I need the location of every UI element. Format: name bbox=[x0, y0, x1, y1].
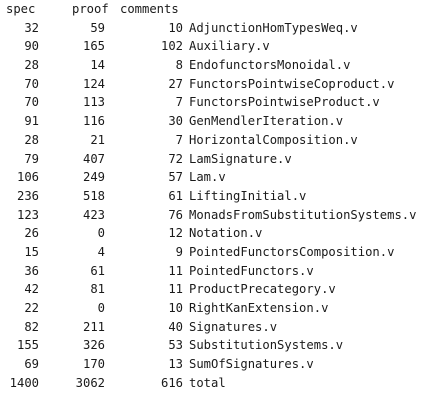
spec-count: 70 bbox=[24, 76, 39, 91]
file-name: AdjunctionHomTypesWeq.v bbox=[189, 20, 358, 35]
file-name: PointedFunctors.v bbox=[189, 263, 314, 278]
spec-count: 91 bbox=[24, 114, 39, 129]
header-comments: comments bbox=[120, 2, 179, 16]
file-name: FunctorsPointwiseCoproduct.v bbox=[189, 76, 395, 91]
stats-rows bbox=[0, 19, 431, 393]
file-name: ProductPrecategory.v bbox=[189, 282, 336, 297]
file-row bbox=[0, 150, 431, 169]
comments-count: 72 bbox=[168, 151, 183, 166]
comments-count: 11 bbox=[168, 282, 183, 297]
proof-count: 116 bbox=[82, 114, 105, 129]
spec-count: 36 bbox=[24, 263, 39, 278]
comments-count: 10 bbox=[168, 20, 183, 35]
comments-count: 40 bbox=[168, 319, 183, 334]
file-name: LamSignature.v bbox=[189, 151, 292, 166]
proof-count: 4 bbox=[97, 244, 105, 259]
proof-count: 59 bbox=[90, 20, 105, 35]
file-name: MonadsFromSubstitutionSystems.v bbox=[189, 207, 417, 222]
proof-count: 113 bbox=[82, 95, 105, 110]
comments-count: 8 bbox=[175, 58, 183, 73]
file-row bbox=[0, 262, 431, 281]
file-name: SubstitutionSystems.v bbox=[189, 338, 344, 353]
file-row bbox=[0, 112, 431, 131]
comments-count: 11 bbox=[168, 263, 183, 278]
comments-count: 7 bbox=[175, 95, 183, 110]
comments-count: 27 bbox=[168, 76, 183, 91]
file-row bbox=[0, 336, 431, 355]
comments-count: 10 bbox=[168, 301, 183, 315]
file-row bbox=[0, 206, 431, 225]
spec-count: 236 bbox=[16, 188, 39, 203]
comments-count: 102 bbox=[160, 39, 183, 54]
spec-count: 26 bbox=[24, 226, 39, 241]
comments-count: 13 bbox=[168, 357, 183, 372]
file-row bbox=[0, 243, 431, 262]
spec-count: 155 bbox=[16, 338, 39, 353]
comments-count: 9 bbox=[175, 244, 183, 259]
file-row bbox=[0, 75, 431, 94]
proof-count: 21 bbox=[90, 132, 105, 147]
header-proof: proof bbox=[72, 2, 109, 16]
spec-count: 79 bbox=[24, 151, 39, 166]
spec-count: 123 bbox=[16, 207, 39, 222]
file-row bbox=[0, 56, 431, 75]
spec-count: 42 bbox=[24, 282, 39, 297]
proof-count: 0 bbox=[97, 226, 105, 241]
spec-count: 28 bbox=[24, 58, 39, 73]
file-name: Notation.v bbox=[189, 226, 263, 241]
spec-count: 69 bbox=[24, 357, 39, 372]
file-name: Lam.v bbox=[189, 170, 226, 185]
file-name: EndofunctorsMonoidal.v bbox=[189, 58, 351, 73]
file-row bbox=[0, 131, 431, 150]
file-name: HorizontalComposition.v bbox=[189, 132, 358, 147]
file-name: SumOfSignatures.v bbox=[189, 357, 314, 372]
proof-count: 124 bbox=[82, 76, 105, 91]
proof-count: 81 bbox=[90, 282, 105, 297]
file-row bbox=[0, 318, 431, 337]
file-name: total bbox=[189, 375, 226, 390]
comments-count: 30 bbox=[168, 114, 183, 129]
proof-count: 3062 bbox=[75, 375, 105, 390]
proof-count: 0 bbox=[97, 301, 105, 315]
file-row bbox=[0, 168, 431, 187]
file-row bbox=[0, 187, 431, 206]
comments-count: 616 bbox=[160, 375, 183, 390]
proof-count: 407 bbox=[82, 151, 105, 166]
file-row bbox=[0, 280, 431, 299]
file-row bbox=[0, 37, 431, 56]
proof-count: 249 bbox=[82, 170, 105, 185]
comments-count: 53 bbox=[168, 338, 183, 353]
spec-count: 15 bbox=[24, 244, 39, 259]
file-row bbox=[0, 299, 431, 318]
file-name: RightKanExtension.v bbox=[189, 301, 329, 315]
spec-count: 1400 bbox=[9, 375, 39, 390]
file-row bbox=[0, 224, 431, 243]
proof-count: 61 bbox=[90, 263, 105, 278]
comments-count: 61 bbox=[168, 188, 183, 203]
proof-count: 211 bbox=[82, 319, 105, 334]
file-name: PointedFunctorsComposition.v bbox=[189, 244, 395, 259]
proof-count: 165 bbox=[82, 39, 105, 54]
file-name: GenMendlerIteration.v bbox=[189, 114, 344, 129]
comments-count: 7 bbox=[175, 132, 183, 147]
spec-count: 106 bbox=[16, 170, 39, 185]
total-row bbox=[0, 374, 431, 393]
proof-count: 518 bbox=[82, 188, 105, 203]
file-name: Signatures.v bbox=[189, 319, 278, 334]
file-row bbox=[0, 355, 431, 374]
file-name: Auxiliary.v bbox=[189, 39, 270, 54]
proof-count: 170 bbox=[82, 357, 105, 372]
comments-count: 12 bbox=[168, 226, 183, 241]
file-row bbox=[0, 93, 431, 112]
header-spec: spec bbox=[6, 2, 36, 16]
spec-count: 32 bbox=[24, 20, 39, 35]
file-row bbox=[0, 19, 431, 38]
spec-count: 70 bbox=[24, 95, 39, 110]
proof-count: 423 bbox=[82, 207, 105, 222]
proof-count: 326 bbox=[82, 338, 105, 353]
spec-count: 82 bbox=[24, 319, 39, 334]
comments-count: 76 bbox=[168, 207, 183, 222]
spec-count: 22 bbox=[24, 301, 39, 315]
spec-count: 90 bbox=[24, 39, 39, 54]
comments-count: 57 bbox=[168, 170, 183, 185]
header-row bbox=[0, 0, 431, 19]
spec-count: 28 bbox=[24, 132, 39, 147]
file-name: LiftingInitial.v bbox=[189, 188, 307, 203]
file-name: FunctorsPointwiseProduct.v bbox=[189, 95, 380, 110]
proof-count: 14 bbox=[90, 58, 105, 73]
